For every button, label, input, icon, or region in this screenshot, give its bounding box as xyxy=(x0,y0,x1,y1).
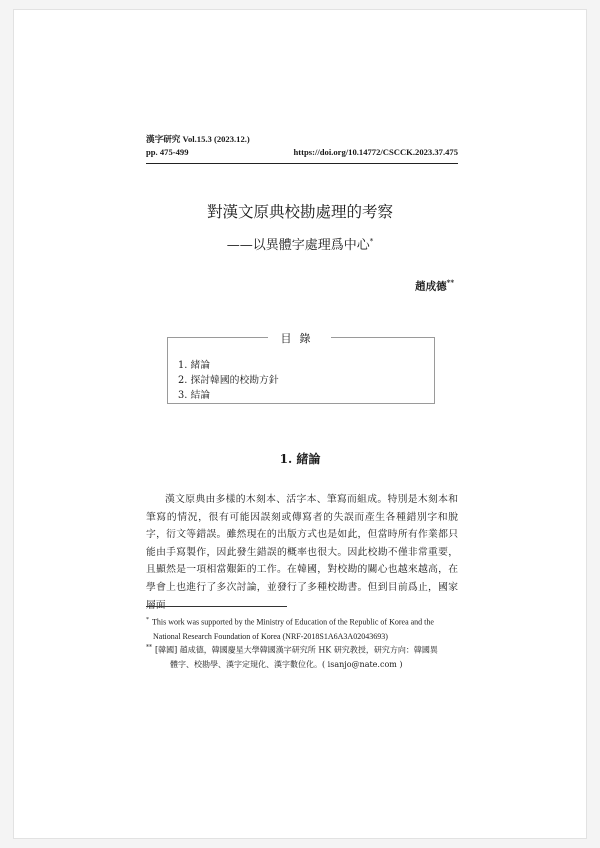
footnote-funding-line1: This work was supported by the Ministry of Education of the Republic of Korea and the xyxy=(152,617,434,627)
page-range: pp. 475-499 xyxy=(146,147,189,157)
footnote-mark-1: * xyxy=(146,617,149,623)
doi-link[interactable]: https://doi.org/10.14772/CSCCK.2023.37.475 xyxy=(293,147,458,157)
header-rule xyxy=(146,163,458,164)
footnote-rule xyxy=(146,606,287,607)
paper-title: 對漢文原典校勘處理的考察 xyxy=(206,203,393,221)
subtitle-footnote-mark: * xyxy=(369,237,374,246)
footnote-mark-2: ** xyxy=(146,644,152,651)
author-name xyxy=(415,278,454,294)
author-footnote-mark: ** xyxy=(446,278,454,287)
paper-subtitle xyxy=(0,234,600,253)
footnote-funding-line2: National Research Foundation of Korea (NRF-2018S1A6A3A02043693) xyxy=(153,631,388,641)
footnote-author-line2: 體字、校勘學、漢字定規化、漢字數位化。( isanjo@nate.com ) xyxy=(170,659,403,669)
author-text: 趙成德 xyxy=(415,280,447,293)
footnote-author xyxy=(146,641,458,672)
subtitle-text: ——以異體字處理爲中心 xyxy=(226,238,370,253)
section-heading: 1. 緒論 xyxy=(279,452,321,466)
journal-meta xyxy=(146,147,458,157)
journal-header: 漢字研究 Vol.15.3 (2023.12.) xyxy=(146,134,250,144)
toc-item-introduction[interactable]: 1. 緒論 xyxy=(178,360,211,371)
footnote-author-line1: [韓國] 趙成德，韓國慶星大學韓國漢字研究所 HK 研究教授，研究方向：韓國異 xyxy=(155,645,438,655)
body-paragraph: 漢文原典由多樣的木刻本、活字本、筆寫而組成。特別是木刻本和筆寫的情況，很有可能因誤刻或傳寫者的失誤而產生各種錯別字和脫字，衍文等錯誤。雖然現在的出版方式也是如此，但當時所有作業都只能由手寫製作，因此發生錯誤的概率也很大。因此校勘不僅非常重要，且顯然是一項相當艱鉅的工作。在韓國，對校勘的關心也越來越高，在學會上也進行了多次討論，並發行了多種校勘書。但到目前爲止，國家層面 xyxy=(146,494,458,611)
toc-item-conclusion[interactable]: 3. 結論 xyxy=(178,390,211,401)
toc-title: 目錄 xyxy=(280,332,319,345)
footnote-funding xyxy=(146,613,458,644)
toc-item-korean-collation-policy[interactable]: 2. 探討韓國的校勘方針 xyxy=(178,375,279,386)
toc-list xyxy=(178,358,279,403)
